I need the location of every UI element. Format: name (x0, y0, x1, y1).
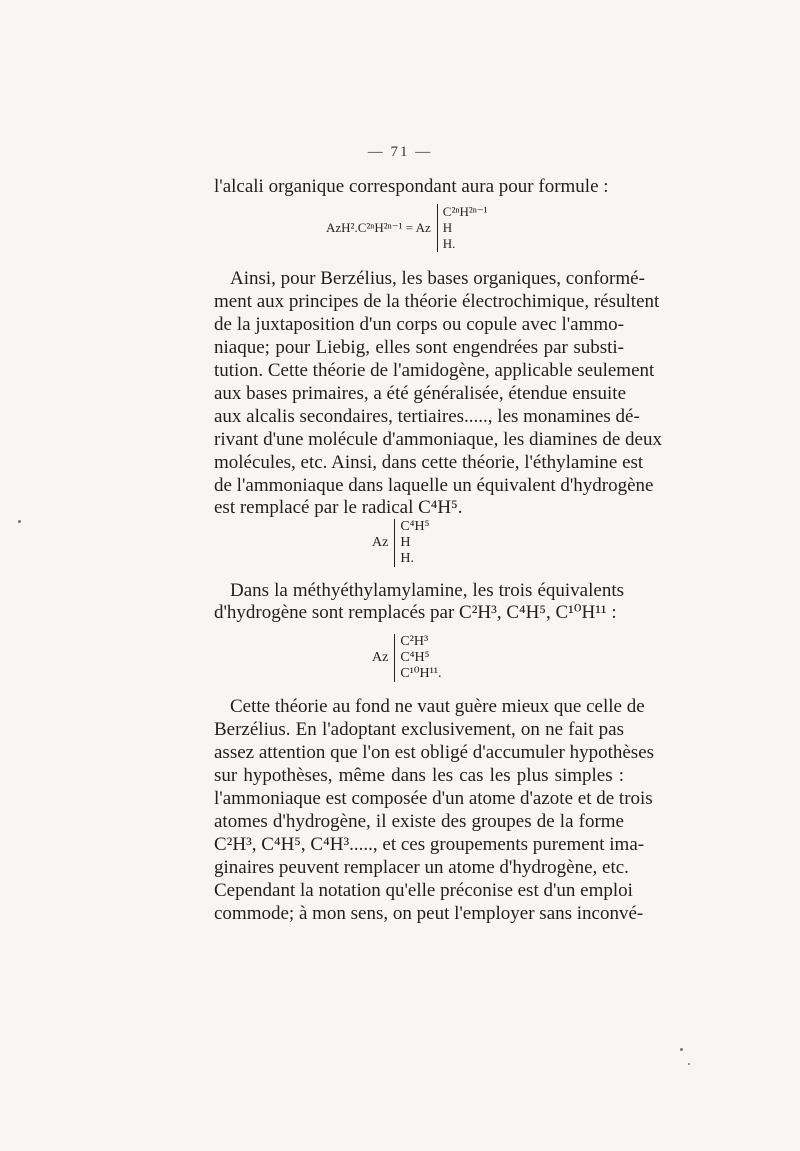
text-line: est remplacé par le radical C⁴H⁵. (214, 497, 463, 518)
formula-row: C¹⁰H¹¹. (400, 666, 442, 681)
formula-row: H (442, 220, 453, 235)
text-line: de l'ammoniaque dans laquelle un équivalent d'hydrogène (214, 475, 654, 496)
text-line: aux bases primaires, a été généralisée, étendue ensuite (214, 383, 627, 404)
text-line: ment aux principes de la théorie électrochimique, résultent (214, 291, 660, 312)
paper-speck (688, 1063, 690, 1065)
text-line: Dans la méthyéthylamylamine, les trois équivalents (230, 580, 624, 601)
text-line: Cependant la notation qu'elle préconise est d'un emploi (214, 880, 633, 901)
text-line: assez attention que l'on est obligé d'accumuler hypothèses (214, 742, 655, 763)
formula-lhs: Az (372, 535, 389, 550)
text-line: tution. Cette théorie de l'amidogène, applicable seulement (214, 360, 655, 381)
text-line: niaque; pour Liebig, elles sont engendrées par substi- (214, 337, 624, 358)
text-line: d'hydrogène sont remplacés par C²H³, C⁴H⁵, C¹⁰H¹¹ : (214, 602, 617, 623)
formula-lhs: Az (372, 650, 389, 665)
text-line: atomes d'hydrogène, il existe des groupes de la forme (214, 811, 624, 832)
text-line: molécules, etc. Ainsi, dans cette théorie, l'éthylamine est (214, 452, 644, 473)
text-line: l'alcali organique correspondant aura pour formule : (214, 176, 609, 197)
formula-row: H. (400, 551, 414, 566)
text-line: de la juxtaposition d'un corps ou copule avec l'ammo- (214, 314, 624, 335)
text-line: C²H³, C⁴H⁵, C⁴H³....., et ces groupements purement ima- (214, 834, 645, 855)
text-line: l'ammoniaque est composée d'un atome d'azote et de trois (214, 788, 653, 809)
text-line: Ainsi, pour Berzélius, les bases organiques, conformé- (230, 268, 645, 289)
page-number: — 71 — (367, 144, 433, 160)
text-line: ginaires peuvent remplacer un atome d'hydrogène, etc. (214, 857, 629, 878)
formula-row: C²H³ (400, 634, 429, 649)
paper-speck (680, 1048, 683, 1051)
formula-bracket (437, 204, 488, 252)
formula-row: C²ⁿH²ⁿ⁻¹ (442, 204, 488, 219)
paper-speck (18, 520, 21, 523)
formula-row: H (400, 535, 411, 550)
text-line: commode; à mon sens, on peut l'employer sans inconvé- (214, 903, 644, 924)
formula-alkali (326, 204, 488, 252)
text-line: rivant d'une molécule d'ammoniaque, les diamines de deux (214, 429, 662, 450)
text-line: Cette théorie au fond ne vaut guère mieux que celle de (230, 696, 645, 717)
formula-row: C⁴H⁵ (400, 519, 430, 534)
formula-row: C⁴H⁵ (400, 650, 430, 665)
formula-bracket (394, 519, 429, 567)
formula-methylethylamylamine (372, 634, 441, 682)
text-line: aux alcalis secondaires, tertiaires....., les monamines dé- (214, 406, 640, 427)
formula-lhs: AzH².C²ⁿH²ⁿ⁻¹ = Az (326, 220, 431, 235)
formula-bracket (394, 634, 441, 682)
formula-row: H. (442, 236, 456, 251)
formula-ethylamine (372, 519, 430, 567)
text-line: Berzélius. En l'adoptant exclusivement, on ne fait pas (214, 719, 624, 740)
text-line: sur hypothèses, même dans les cas les plus simples : (214, 765, 624, 786)
